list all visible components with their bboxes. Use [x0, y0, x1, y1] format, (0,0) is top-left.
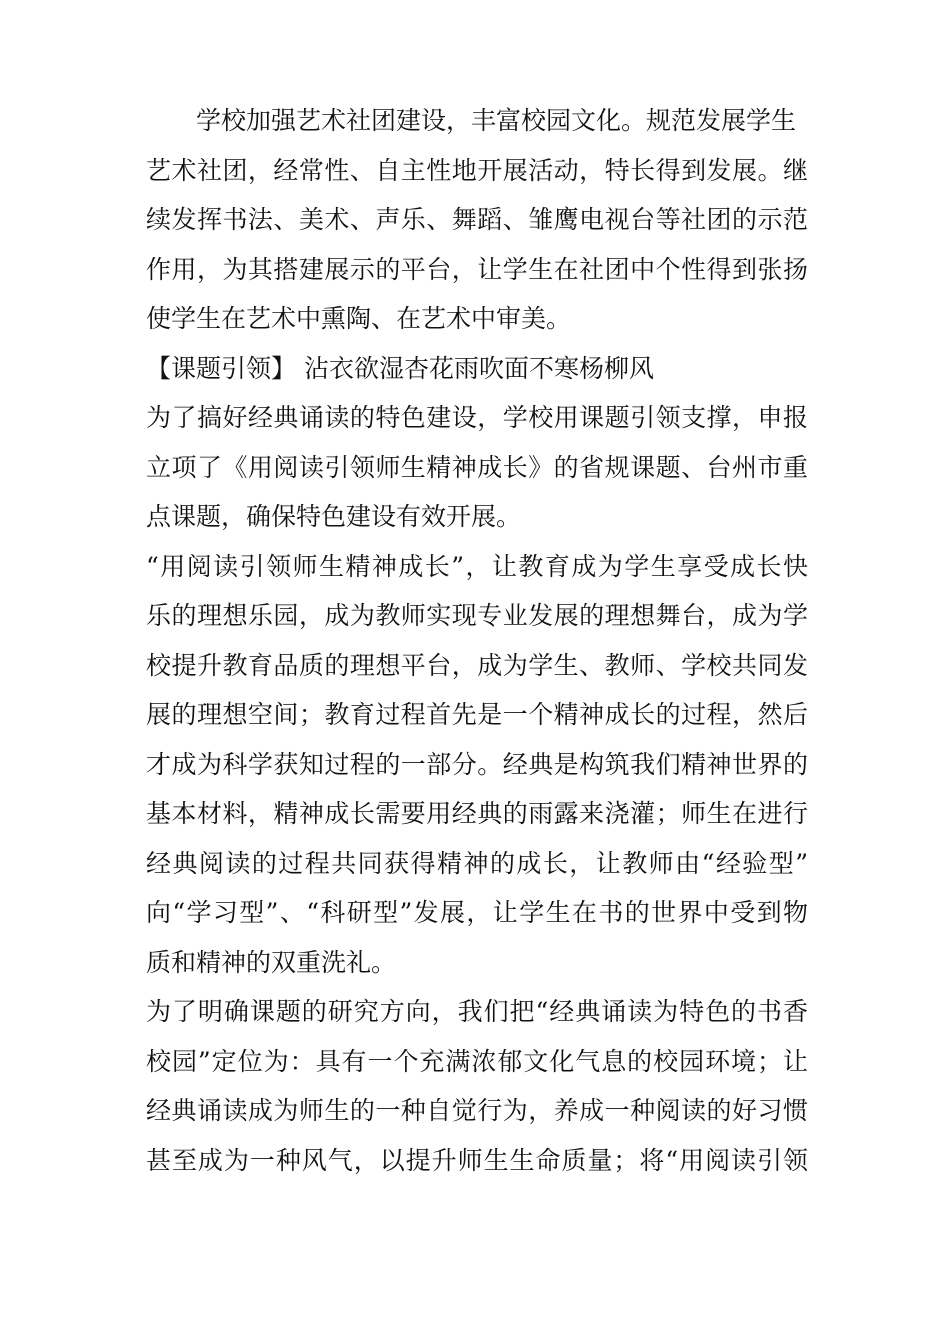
paragraph-line: 经典诵读成为师生的一种自觉行为，养成一种阅读的好习惯	[146, 1096, 808, 1125]
paragraph-line: 为了搞好经典诵读的特色建设，学校用课题引领支撑，申报	[146, 403, 808, 432]
paragraph-line: 经典阅读的过程共同获得精神的成长，让教师由“经验型”	[146, 848, 808, 878]
paragraph-line: 校提升教育品质的理想平台，成为学生、教师、学校共同发	[146, 650, 808, 680]
paragraph-line: 乐的理想乐园，成为教师实现专业发展的理想舞台，成为学	[146, 601, 808, 630]
paragraph-line: “用阅读引领师生精神成长”，让教育成为学生享受成长快	[146, 551, 808, 581]
paragraph-line: 点课题，确保特色建设有效开展。	[146, 502, 522, 531]
paragraph-line: 才成为科学获知过程的一部分。经典是构筑我们精神世界的	[146, 749, 808, 779]
section-heading: 【课题引领】 沾衣欲湿杏花雨吹面不寒杨柳风	[146, 353, 654, 383]
paragraph-line: 基本材料，精神成长需要用经典的雨露来浇灌；师生在进行	[146, 799, 808, 828]
document-body	[146, 96, 808, 1185]
paragraph-line: 质和精神的双重洗礼。	[146, 947, 397, 977]
paragraph-line: 立项了《用阅读引领师生精神成长》的省规课题、台州市重	[146, 452, 808, 482]
paragraph-line: 校园”定位为：具有一个充满浓郁文化气息的校园环境；让	[146, 1046, 808, 1076]
paragraph-line: 展的理想空间；教育过程首先是一个精神成长的过程，然后	[146, 700, 808, 729]
paragraph-line: 续发挥书法、美术、声乐、舞蹈、雏鹰电视台等社团的示范	[146, 205, 808, 234]
paragraph-line: 学校加强艺术社团建设，丰富校园文化。规范发展学生	[196, 106, 797, 135]
paragraph-line: 向“学习型”、“科研型”发展，让学生在书的世界中受到物	[146, 898, 808, 927]
paragraph-line: 为了明确课题的研究方向，我们把“经典诵读为特色的书香	[146, 997, 808, 1026]
paragraph-line: 艺术社团，经常性、自主性地开展活动，特长得到发展。继	[146, 155, 808, 185]
paragraph-line: 作用，为其搭建展示的平台，让学生在社团中个性得到张扬	[146, 254, 808, 284]
paragraph-line: 甚至成为一种风气，以提升师生生命质量；将“用阅读引领	[146, 1145, 808, 1175]
paragraph-line: 使学生在艺术中熏陶、在艺术中审美。	[146, 304, 572, 333]
